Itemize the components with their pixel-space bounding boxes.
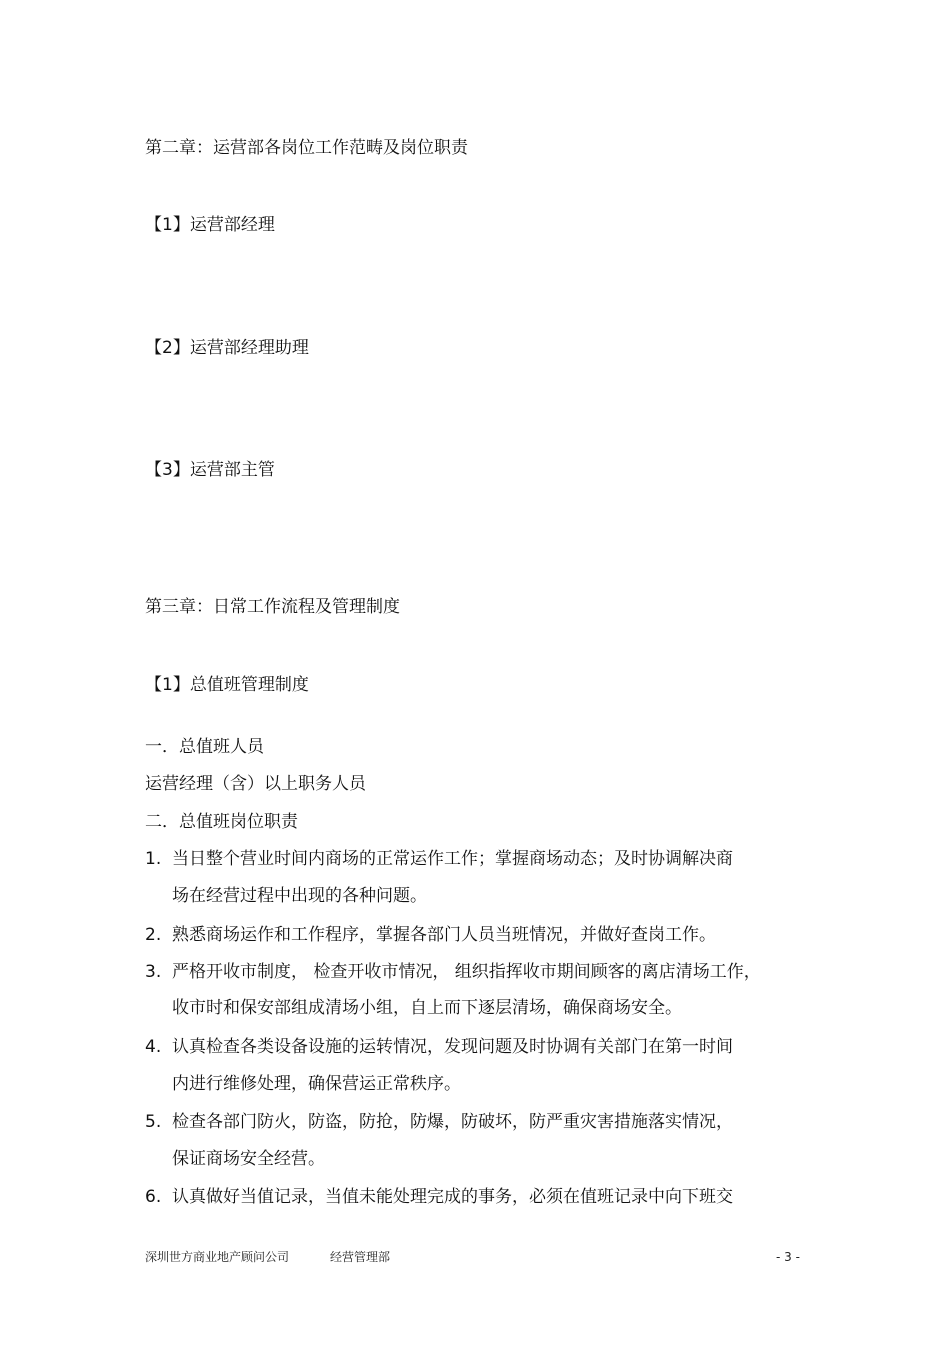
footer-company: 深圳世方商业地产顾问公司 xyxy=(145,1250,290,1264)
item-text: 熟悉商场运作和工作程序，掌握各部门人员当班情况，并做好查岗工作。 xyxy=(172,925,716,945)
item-text: 场在经营过程中出现的各种问题。 xyxy=(172,886,427,906)
section-manager: 【1】运营部经理 xyxy=(145,215,275,235)
section-duty-management: 【1】总值班管理制度 xyxy=(145,675,309,695)
item-text: 认真做好当值记录，当值未能处理完成的事务，必须在值班记录中向下班交 xyxy=(172,1187,733,1207)
item-number: 3. xyxy=(145,962,162,982)
item-number: 4. xyxy=(145,1037,162,1057)
chapter2-title: 第二章：运营部各岗位工作范畴及岗位职责 xyxy=(145,138,468,158)
item-text: 收市时和保安部组成清场小组，自上而下逐层清场，确保商场安全。 xyxy=(172,998,682,1018)
footer-department: 经营管理部 xyxy=(330,1250,391,1264)
item-number: 5. xyxy=(145,1112,162,1132)
item-number: 2. xyxy=(145,925,162,945)
section-manager-assistant: 【2】运营部经理助理 xyxy=(145,338,309,358)
part1-heading: 一．总值班人员 xyxy=(145,737,264,757)
section-supervisor: 【3】运营部主管 xyxy=(145,460,275,480)
chapter3-title: 第三章：日常工作流程及管理制度 xyxy=(145,597,400,617)
item-number: 1. xyxy=(145,849,162,869)
item-text: 严格开收市制度， 检查开收市情况， 组织指挥收市期间顾客的离店清场工作， xyxy=(172,962,761,982)
item-number: 6. xyxy=(145,1187,162,1207)
item-text: 保证商场安全经营。 xyxy=(172,1149,325,1169)
item-text: 认真检查各类设备设施的运转情况，发现问题及时协调有关部门在第一时间 xyxy=(172,1037,733,1057)
part2-heading: 二．总值班岗位职责 xyxy=(145,812,298,832)
item-text: 检查各部门防火，防盗，防抢，防爆，防破坏，防严重灾害措施落实情况， xyxy=(172,1112,733,1132)
footer-page-number: - 3 - xyxy=(776,1250,800,1264)
item-text: 内进行维修处理，确保营运正常秩序。 xyxy=(172,1074,461,1094)
item-text: 当日整个营业时间内商场的正常运作工作；掌握商场动态；及时协调解决商 xyxy=(172,849,733,869)
part1-text: 运营经理（含）以上职务人员 xyxy=(145,774,366,794)
